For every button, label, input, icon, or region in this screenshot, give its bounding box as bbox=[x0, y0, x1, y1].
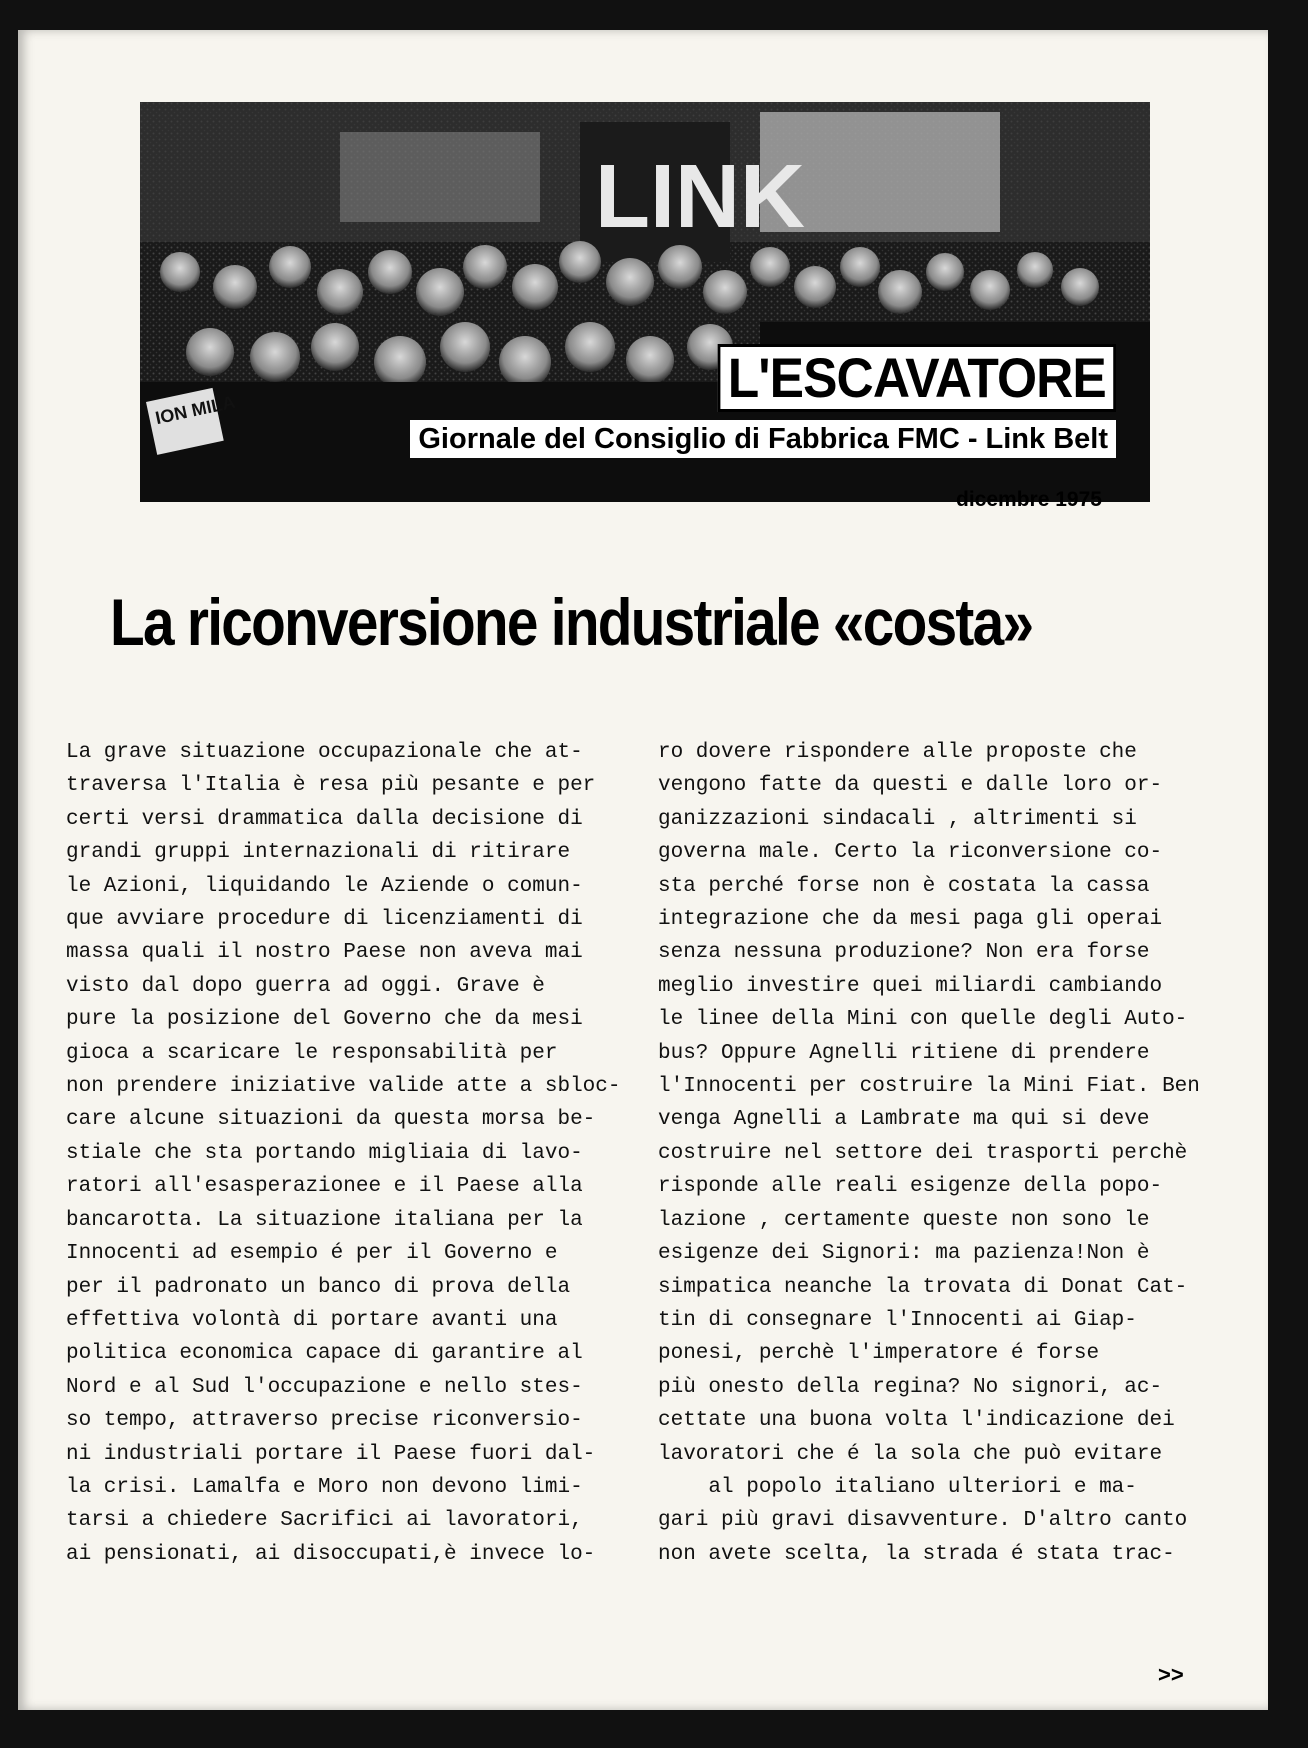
article-line: grandi gruppi internazionali di ritirare bbox=[66, 841, 571, 865]
document-page bbox=[18, 30, 1268, 1710]
article-line: so tempo, attraverso precise riconversio- bbox=[66, 1409, 583, 1433]
article-line: traversa l'Italia è resa più pesante e per bbox=[66, 774, 596, 798]
article-line: senza nessuna produzione? Non era forse bbox=[658, 941, 1150, 965]
issue-date: dicembre 1975 bbox=[956, 488, 1102, 511]
sign-text: ION MILA bbox=[153, 391, 237, 429]
article-line: simpatica neanche la trovata di Donat Cat- bbox=[658, 1275, 1188, 1299]
article-line: la crisi. Lamalfa e Moro non devono limi- bbox=[66, 1475, 583, 1499]
article-line: le Azioni, liquidando le Aziende o comun- bbox=[66, 874, 583, 898]
article-line: gari più gravi disavventure. D'altro canto bbox=[658, 1509, 1188, 1533]
article-line: ganizzazioni sindacali , altrimenti si bbox=[658, 807, 1137, 831]
article-column-left bbox=[66, 736, 621, 1571]
article-line: lavoratori che é la sola che può evitare bbox=[658, 1442, 1163, 1466]
article-line: politica economica capace di garantire al bbox=[66, 1342, 583, 1366]
article-line: le linee della Mini con quelle degli Auto- bbox=[658, 1008, 1188, 1032]
article-line: pure la posizione del Governo che da mesi bbox=[66, 1008, 583, 1032]
article-line: per il padronato un banco di prova della bbox=[66, 1275, 571, 1299]
article-line: tin di consegnare l'Innocenti ai Giap- bbox=[658, 1308, 1137, 1332]
article-line: visto dal dopo guerra ad oggi. Grave è bbox=[66, 974, 545, 998]
article-line: sta perché forse non è costata la cassa bbox=[658, 874, 1150, 898]
article-line: lazione , certamente queste non sono le bbox=[658, 1208, 1150, 1232]
article-line: bus? Oppure Agnelli ritiene di prendere bbox=[658, 1041, 1150, 1065]
banner-letters: LINK bbox=[595, 147, 805, 247]
article-line: tarsi a chiedere Sacrifici ai lavoratori, bbox=[66, 1509, 583, 1533]
article-line: esigenze dei Signori: ma pazienza!Non è bbox=[658, 1242, 1150, 1266]
article-line: l'Innocenti per costruire la Mini Fiat. Ben bbox=[658, 1075, 1200, 1099]
article-line: risponde alle reali esigenze della popo- bbox=[658, 1175, 1163, 1199]
article-line: non prendere iniziative valide atte a sbloc- bbox=[66, 1075, 621, 1099]
article-line: ro dovere rispondere alle proposte che bbox=[658, 741, 1137, 764]
article-line: La grave situazione occupazionale che at- bbox=[66, 741, 583, 764]
article-line: integrazione che da mesi paga gli operai bbox=[658, 908, 1163, 932]
continuation-mark: >> bbox=[1158, 1662, 1184, 1687]
article-line: più onesto della regina? No signori, ac- bbox=[658, 1375, 1163, 1399]
article-line: governa male. Certo la riconversione co- bbox=[658, 841, 1163, 865]
article-line: ponesi, perchè l'imperatore é forse bbox=[658, 1342, 1100, 1366]
article-line: ni industriali portare il Paese fuori dal- bbox=[66, 1442, 596, 1466]
article-line: gioca a scaricare le responsabilità per bbox=[66, 1041, 558, 1065]
article-line: al popolo italiano ulteriori e ma- bbox=[658, 1475, 1137, 1499]
article-line: non avete scelta, la strada é stata trac- bbox=[658, 1542, 1175, 1566]
masthead-photo bbox=[140, 102, 1150, 502]
publication-subtitle: Giornale del Consiglio di Fabbrica FMC - Link Belt bbox=[410, 420, 1116, 458]
article-line: stiale che sta portando migliaia di lavo- bbox=[66, 1141, 583, 1165]
publication-name: L'ESCAVATORE bbox=[718, 344, 1116, 412]
article-line: care alcune situazioni da questa morsa be- bbox=[66, 1108, 596, 1132]
article-line: Innocenti ad esempio é per il Governo e bbox=[66, 1242, 558, 1266]
article-line: certi versi drammatica dalla decisione di bbox=[66, 807, 583, 831]
article-line: effettiva volontà di portare avanti una bbox=[66, 1308, 558, 1332]
article-line: meglio investire quei miliardi cambiando bbox=[658, 974, 1163, 998]
article-line: costruire nel settore dei trasporti perchè bbox=[658, 1141, 1188, 1165]
article-line: bancarotta. La situazione italiana per la bbox=[66, 1208, 583, 1232]
article-column-right bbox=[658, 736, 1218, 1571]
article-line: ratori all'esasperazionee e il Paese alla bbox=[66, 1175, 583, 1199]
article-line: Nord e al Sud l'occupazione e nello stes- bbox=[66, 1375, 583, 1399]
article-line: que avviare procedure di licenziamenti di bbox=[66, 908, 583, 932]
article-line: cettate una buona volta l'indicazione dei bbox=[658, 1409, 1175, 1433]
article-line: vengono fatte da questi e dalle loro or- bbox=[658, 774, 1163, 798]
article-line: ai pensionati, ai disoccupati,è invece lo- bbox=[66, 1542, 596, 1566]
page-title: La riconversione industriale «costa» bbox=[110, 585, 1033, 659]
article-line: venga Agnelli a Lambrate ma qui si deve bbox=[658, 1108, 1150, 1132]
article-line: massa quali il nostro Paese non aveva mai bbox=[66, 941, 583, 965]
